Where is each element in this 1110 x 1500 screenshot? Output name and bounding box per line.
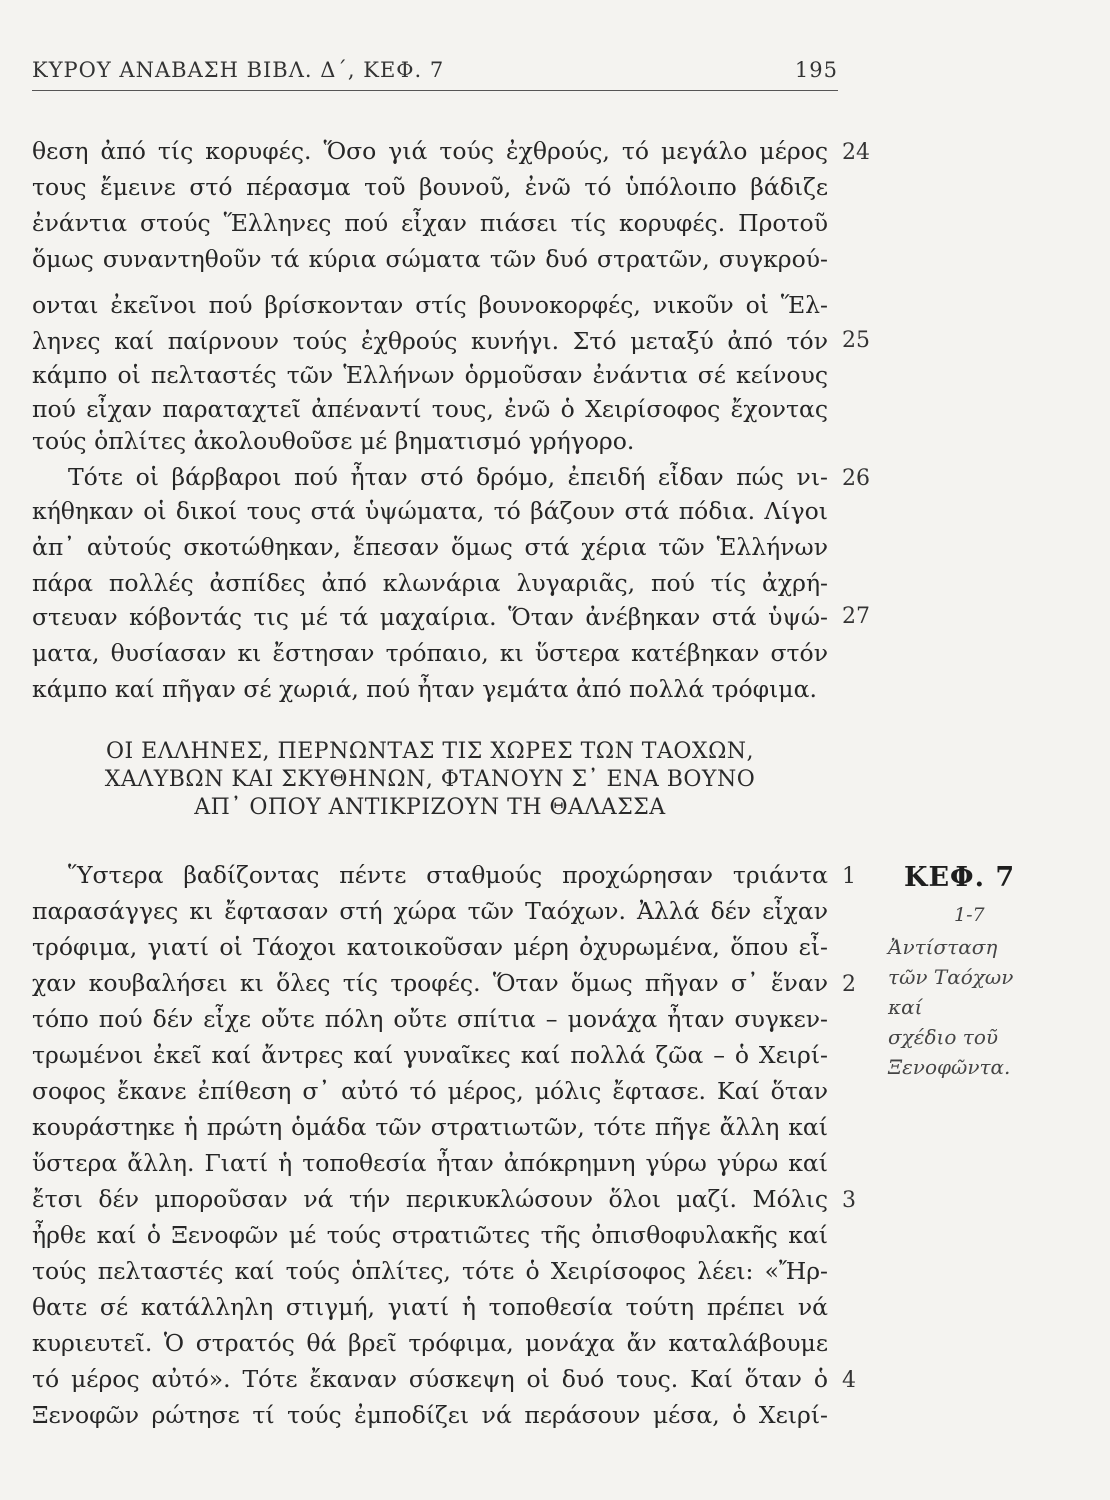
text-line: κάμπο καί πῆγαν σέ χωριά, πού ἦταν γεμάτα ἀπό πολλά τρόφιμα.: [32, 675, 817, 703]
text-line: στευαν κόβοντάς τις μέ τά μαχαίρια. Ὅταν ἀνέβηκαν στά ὑψώ-: [32, 603, 828, 631]
text-line: πού εἶχαν παραταχτεῖ ἀπέναντί τους, ἐνῶ ὁ Χειρίσοφος ἔχοντας: [32, 395, 828, 423]
text-line: τούς πελταστές καί τούς ὁπλίτες, τότε ὁ Χειρίσοφος λέει: «Ἤρ-: [32, 1257, 828, 1285]
text-line: Ξενοφῶν ρώτησε τί τούς ἐμποδίζει νά περάσουν μέσα, ὁ Χειρί-: [32, 1401, 828, 1429]
text-line: κουράστηκε ἡ πρώτη ὁμάδα τῶν στρατιωτῶν, τότε πῆγε ἄλλη καί: [32, 1113, 828, 1141]
chapter-marker: ΚΕΦ. 7: [904, 862, 1016, 893]
text-line: τούς ὁπλίτες ἀκολουθοῦσε μέ βηματισμό γρήγορο.: [32, 427, 635, 455]
running-head: [32, 58, 838, 91]
text-line: ματα, θυσίασαν κι ἔστησαν τρόπαιο, κι ὕστερα κατέβηκαν στόν: [32, 639, 828, 667]
text-line: τρωμένοι ἐκεῖ καί ἄντρες καί γυναῖκες καί πολλά ζῶα – ὁ Χειρί-: [32, 1041, 828, 1069]
page-number: 195: [794, 58, 838, 82]
margin-note-line: Ἀντίσταση: [888, 935, 998, 959]
chapter-range: 1-7: [954, 904, 985, 926]
text-line: κήθηκαν οἱ δικοί τους στά ὑψώματα, τό βάζουν στά πόδια. Λίγοι: [32, 497, 828, 525]
text-line: τρόφιμα, γιατί οἱ Τάοχοι κατοικοῦσαν μέρη ὀχυρωμένα, ὅπου εἶ-: [32, 933, 828, 961]
margin-note-line: καί: [888, 995, 923, 1019]
text-line: παρασάγγες κι ἔφτασαν στή χώρα τῶν Ταόχων. Ἀλλά δέν εἶχαν: [32, 897, 828, 925]
margin-note-line: σχέδιο τοῦ: [888, 1025, 999, 1049]
text-line: ἔτσι δέν μποροῦσαν νά τήν περικυκλώσουν ὅλοι μαζί. Μόλις: [32, 1185, 828, 1213]
text-line: σοφος ἔκανε ἐπίθεση σ᾿ αὐτό τό μέρος, μόλις ἔφτασε. Καί ὅταν: [32, 1077, 828, 1105]
verse-number: 4: [842, 1368, 856, 1393]
text-line: ἀπ᾿ αὐτούς σκοτώθηκαν, ἔπεσαν ὅμως στά χέρια τῶν Ἑλλήνων: [32, 533, 828, 561]
verse-number: 26: [842, 466, 870, 491]
text-line: ονται ἐκεῖνοι πού βρίσκονταν στίς βουνοκορφές, νικοῦν οἱ Ἕλ-: [32, 291, 828, 319]
verse-number: 25: [842, 328, 870, 353]
text-line: κάμπο οἱ πελταστές τῶν Ἑλλήνων ὁρμοῦσαν ἐνάντια σέ κείνους: [32, 361, 828, 389]
margin-note-line: τῶν Ταόχων: [888, 965, 1014, 989]
text-line: ἦρθε καί ὁ Ξενοφῶν μέ τούς στρατιῶτες τῆς ὀπισθοφυλακῆς καί: [32, 1221, 828, 1249]
text-line: πάρα πολλές ἀσπίδες ἀπό κλωνάρια λυγαριᾶς, πού τίς ἀχρή-: [32, 569, 828, 597]
verse-number: 2: [842, 972, 856, 997]
running-head-title: ΚΥΡΟΥ ΑΝΑΒΑΣΗ ΒΙΒΛ. Δ΄, ΚΕΦ. 7: [32, 58, 445, 82]
section-heading-line: ΑΠ᾿ ΟΠΟΥ ΑΝΤΙΚΡΙΖΟΥΝ ΤΗ ΘΑΛΑΣΣΑ: [194, 795, 666, 820]
text-line: ὕστερα ἄλλη. Γιατί ἡ τοποθεσία ἦταν ἀπόκρημνη γύρω γύρω καί: [32, 1149, 828, 1177]
text-line: θατε σέ κατάλληλη στιγμή, γιατί ἡ τοποθεσία τούτη πρέπει νά: [32, 1293, 828, 1321]
text-line: ληνες καί παίρνουν τούς ἐχθρούς κυνήγι. Στό μεταξύ ἀπό τόν: [32, 327, 828, 355]
verse-number: 24: [842, 140, 870, 165]
text-line: ὅμως συναντηθοῦν τά κύρια σώματα τῶν δυό στρατῶν, συγκρού-: [32, 245, 828, 273]
section-heading-line: ΟΙ ΕΛΛΗΝΕΣ, ΠΕΡΝΩΝΤΑΣ ΤΙΣ ΧΩΡΕΣ ΤΩΝ ΤΑΟΧΩΝ,: [105, 739, 755, 764]
verse-number: 1: [842, 864, 856, 889]
text-line: ἐνάντια στούς Ἕλληνες πού εἶχαν πιάσει τίς κορυφές. Προτοῦ: [32, 209, 828, 237]
section-heading-line: ΧΑΛΥΒΩΝ ΚΑΙ ΣΚΥΘΗΝΩΝ, ΦΤΑΝΟΥΝ Σ᾿ ΕΝΑ ΒΟΥΝΟ: [104, 767, 756, 792]
margin-note-line: Ξενοφῶντα.: [888, 1055, 1011, 1079]
text-line: τό μέρος αὐτό». Τότε ἔκαναν σύσκεψη οἱ δυό τους. Καί ὅταν ὁ: [32, 1365, 828, 1393]
text-line: τόπο πού δέν εἶχε οὔτε πόλη οὔτε σπίτια – μονάχα ἦταν συγκεν-: [32, 1005, 828, 1033]
text-line: τους ἔμεινε στό πέρασμα τοῦ βουνοῦ, ἐνῶ τό ὑπόλοιπο βάδιζε: [32, 173, 828, 201]
text-line: κυριευτεῖ. Ὁ στρατός θά βρεῖ τρόφιμα, μονάχα ἄν καταλάβουμε: [32, 1329, 828, 1357]
text-line: χαν κουβαλήσει κι ὅλες τίς τροφές. Ὅταν ὅμως πῆγαν σ᾿ ἕναν: [32, 969, 828, 997]
text-line: Τότε οἱ βάρβαροι πού ἦταν στό δρόμο, ἐπειδή εἶδαν πώς νι-: [68, 463, 828, 491]
text-line: θεση ἀπό τίς κορυφές. Ὅσο γιά τούς ἐχθρούς, τό μεγάλο μέρος: [32, 137, 828, 165]
text-line: Ὕστερα βαδίζοντας πέντε σταθμούς προχώρησαν τριάντα: [68, 861, 828, 889]
verse-number: 27: [842, 604, 870, 629]
verse-number: 3: [842, 1188, 856, 1213]
